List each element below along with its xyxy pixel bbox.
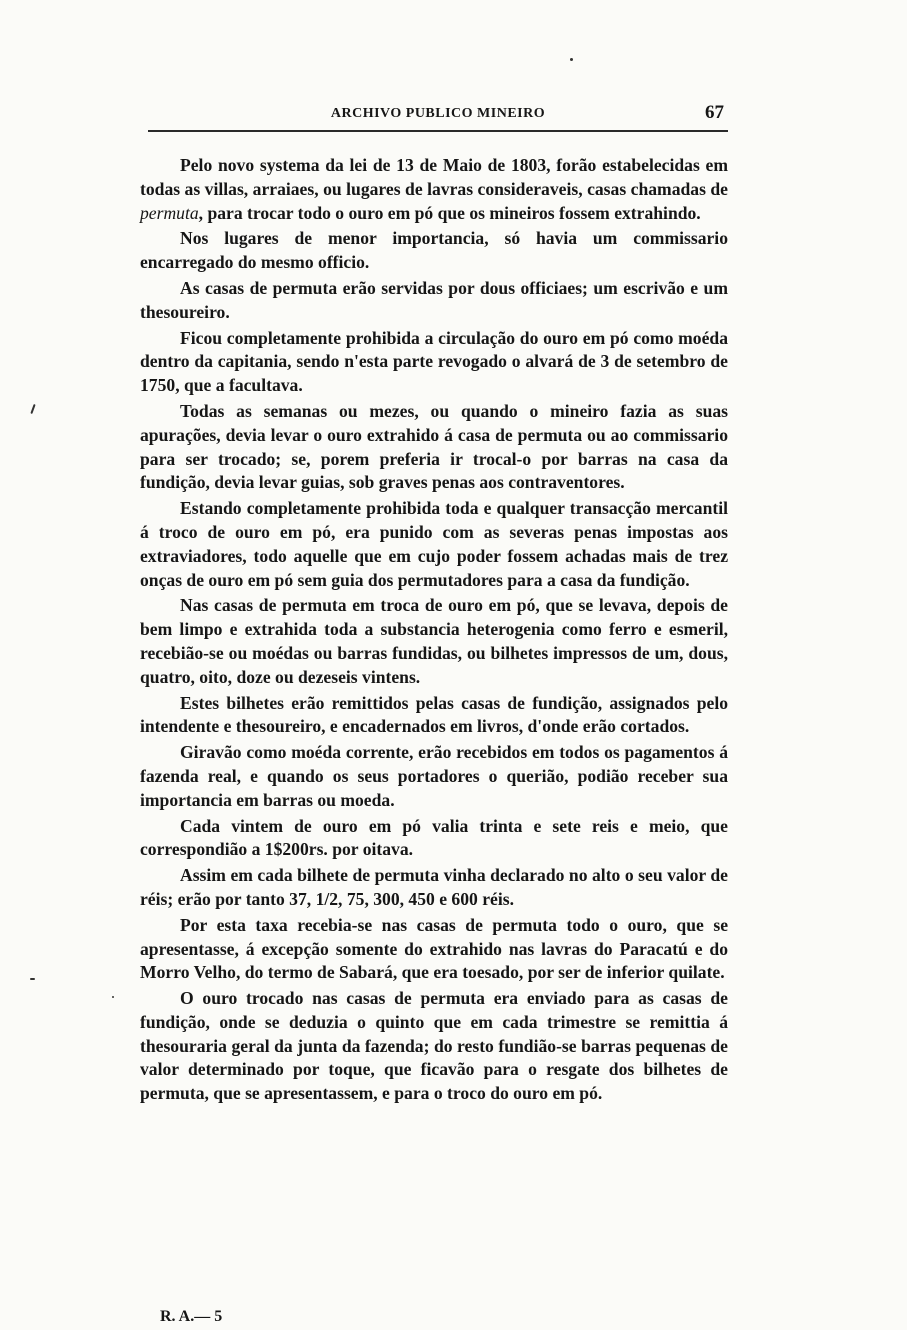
paragraph-1-tail: , para trocar todo o ouro em pó que os mineiros fossem extrahindo.	[198, 202, 701, 223]
paragraph-13: O ouro trocado nas casas de permuta era enviado para as casas de fundição, onde se deduzia o quinto que em cada trimestre se remittia á thesouraria geral da junta da fazenda; do resto fundião-se barras pequenas de valor determinado por toque, que ficavão para o resgate dos bilhetes de permuta, que se apresentassem, e para o troco do ouro em pó.	[140, 988, 728, 1104]
italic-term-permuta: permuta	[140, 202, 199, 223]
running-title: ARCHIVO PUBLICO MINEIRO	[330, 106, 546, 121]
body-text	[140, 154, 728, 1108]
paragraph-8: Estes bilhetes erão remittidos pelas casas de fundição, assignados pelo intendente e thesoureiro, e encadernados em livros, d'onde erão cortados.	[140, 692, 728, 737]
paper-speck	[570, 58, 573, 61]
paragraph-12: Por esta taxa recebia-se nas casas de permuta todo o ouro, que se apresentasse, á excepção somente do extrahido nas lavras do Paracatú e do Morro Velho, do termo de Sabará, que era toesado, por ser de inferior quilate.	[140, 914, 728, 983]
paragraph-9: Giravão como moéda corrente, erão recebidos em todos os pagamentos á fazenda real, e quando os seus portadores o querião, podião receber sua importancia em barras ou moeda.	[140, 742, 728, 810]
page-number: 67	[705, 102, 724, 123]
paper-speck	[30, 404, 35, 414]
paragraph-2: Nos lugares de menor importancia, só havia um commissario encarregado do mesmo officio.	[140, 228, 728, 273]
paragraph-6: Estando completamente prohibida toda e qualquer transacção mercantil á troco de ouro em pó, era punido com as severas penas impostas aos extraviadores, todo aquelle que em cujo poder fossem achadas mais de trez onças de ouro em pó sem guia dos permutadores para a casa da fundição.	[140, 498, 728, 590]
page-header	[148, 100, 728, 128]
signature-mark: R. A.— 5	[160, 1308, 223, 1325]
paragraph-3: As casas de permuta erão servidas por dous officiaes; um escrivão e um thesoureiro.	[140, 277, 728, 322]
paragraph-4: Ficou completamente prohibida a circulação do ouro em pó como moéda dentro da capitania, sendo n'esta parte revogado o alvará de 3 de setembro de 1750, que a facultava.	[140, 327, 728, 396]
paragraph-1-text: Pelo novo systema da lei de 13 de Maio de 1803, forão estabelecidas em todas as villas, arraiaes, ou lugares de lavras consideraveis, casas chamadas de	[140, 155, 728, 199]
paper-speck	[30, 978, 35, 980]
paragraph-5: Todas as semanas ou mezes, ou quando o mineiro fazia as suas apurações, devia levar o ouro extrahido á casa de permuta ou ao commissario para ser trocado; se, porem preferia ir trocal-o por barras na casa da fundição, devia levar guias, sob graves penas aos contraventores.	[140, 400, 728, 493]
paragraph-11: Assim em cada bilhete de permuta vinha declarado no alto o seu valor de réis; erão por tanto 37, 1/2, 75, 300, 450 e 600 réis.	[140, 865, 728, 909]
paragraph-1	[140, 154, 728, 225]
paper-speck	[112, 996, 114, 998]
paragraph-10: Cada vintem de ouro em pó valia trinta e sete reis e meio, que correspondião a 1$200rs. por oitava.	[140, 815, 728, 860]
header-rule	[148, 130, 728, 132]
paragraph-7: Nas casas de permuta em troca de ouro em pó, que se levava, depois de bem limpo e extrahida toda a substancia heterogenia como ferro e esmeril, recebião-se ou moédas ou barras fundidas, ou bilhetes impressos de um, dous, quatro, oito, doze ou dezeseis vintens.	[140, 595, 728, 687]
